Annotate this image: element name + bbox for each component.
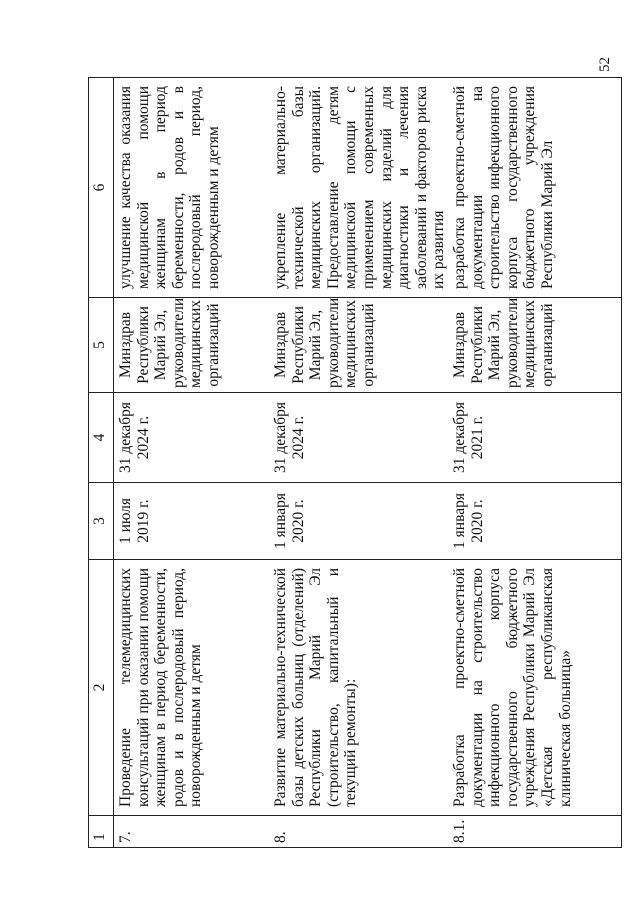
expected-result: улучшение качества оказания медицинской помощи женщинам в период беременности, родов и в послеродовый период, новорожденным и детям bbox=[114, 78, 270, 298]
end-date: 31 декабря 2021 г. bbox=[448, 393, 622, 483]
header-cell-4: 4 bbox=[89, 393, 114, 483]
end-date: 31 декабря 2024 г. bbox=[269, 393, 448, 483]
header-cell-6: 6 bbox=[89, 78, 114, 298]
table-row bbox=[114, 78, 270, 848]
row-number: 8. bbox=[269, 816, 448, 848]
end-date: 31 декабря 2024 г. bbox=[114, 393, 270, 483]
start-date: 1 июля 2019 г. bbox=[114, 483, 270, 560]
row-number: 8.1. bbox=[448, 816, 622, 848]
activity-name: Разработка проектно-сметной документации на строительство инфекционного корпуса государственного бюджетного учреждения Республики Марий Эл «Детская республиканская клиническая больница» bbox=[448, 560, 622, 816]
responsible: Минздрав Республики Марий Эл, руководители медицинских организаций bbox=[448, 298, 622, 393]
responsible: Минздрав Республики Марий Эл, руководители медицинских организаций bbox=[114, 298, 270, 393]
rotated-page-content bbox=[88, 78, 618, 848]
header-cell-3: 3 bbox=[89, 483, 114, 560]
activity-name: Проведение телемедицинских консультаций при оказании помощи женщинам в период беременности, родов и в послеродовый период, новорожденным и детям bbox=[114, 560, 270, 816]
row-number: 7. bbox=[114, 816, 270, 848]
table-header-row bbox=[89, 78, 114, 848]
expected-result: разработка проектно-сметной документации на строительство инфекционного корпуса государственного бюджетного учреждения Республики Марий Эл bbox=[448, 78, 622, 298]
activities-table bbox=[88, 77, 622, 848]
page-number: 52 bbox=[597, 57, 613, 72]
header-cell-1: 1 bbox=[89, 816, 114, 848]
table-row bbox=[448, 78, 622, 848]
table-row bbox=[269, 78, 448, 848]
responsible: Минздрав Республики Марий Эл, руководители медицинских организаций bbox=[269, 298, 448, 393]
expected-result: укрепление материально-технической базы медицинских организаций. Предоставление детям медицинской помощи с применением современных медицинских изделий для диагностики и лечения заболеваний и факторов риска их развития bbox=[269, 78, 448, 298]
activity-name: Развитие материально-технической базы детских больниц (отделений) Республики Марий Эл (строительство, капитальный и текущий ремонты): bbox=[269, 560, 448, 816]
header-cell-5: 5 bbox=[89, 298, 114, 393]
start-date: 1 января 2020 г. bbox=[448, 483, 622, 560]
start-date: 1 января 2020 г. bbox=[269, 483, 448, 560]
header-cell-2: 2 bbox=[89, 560, 114, 816]
